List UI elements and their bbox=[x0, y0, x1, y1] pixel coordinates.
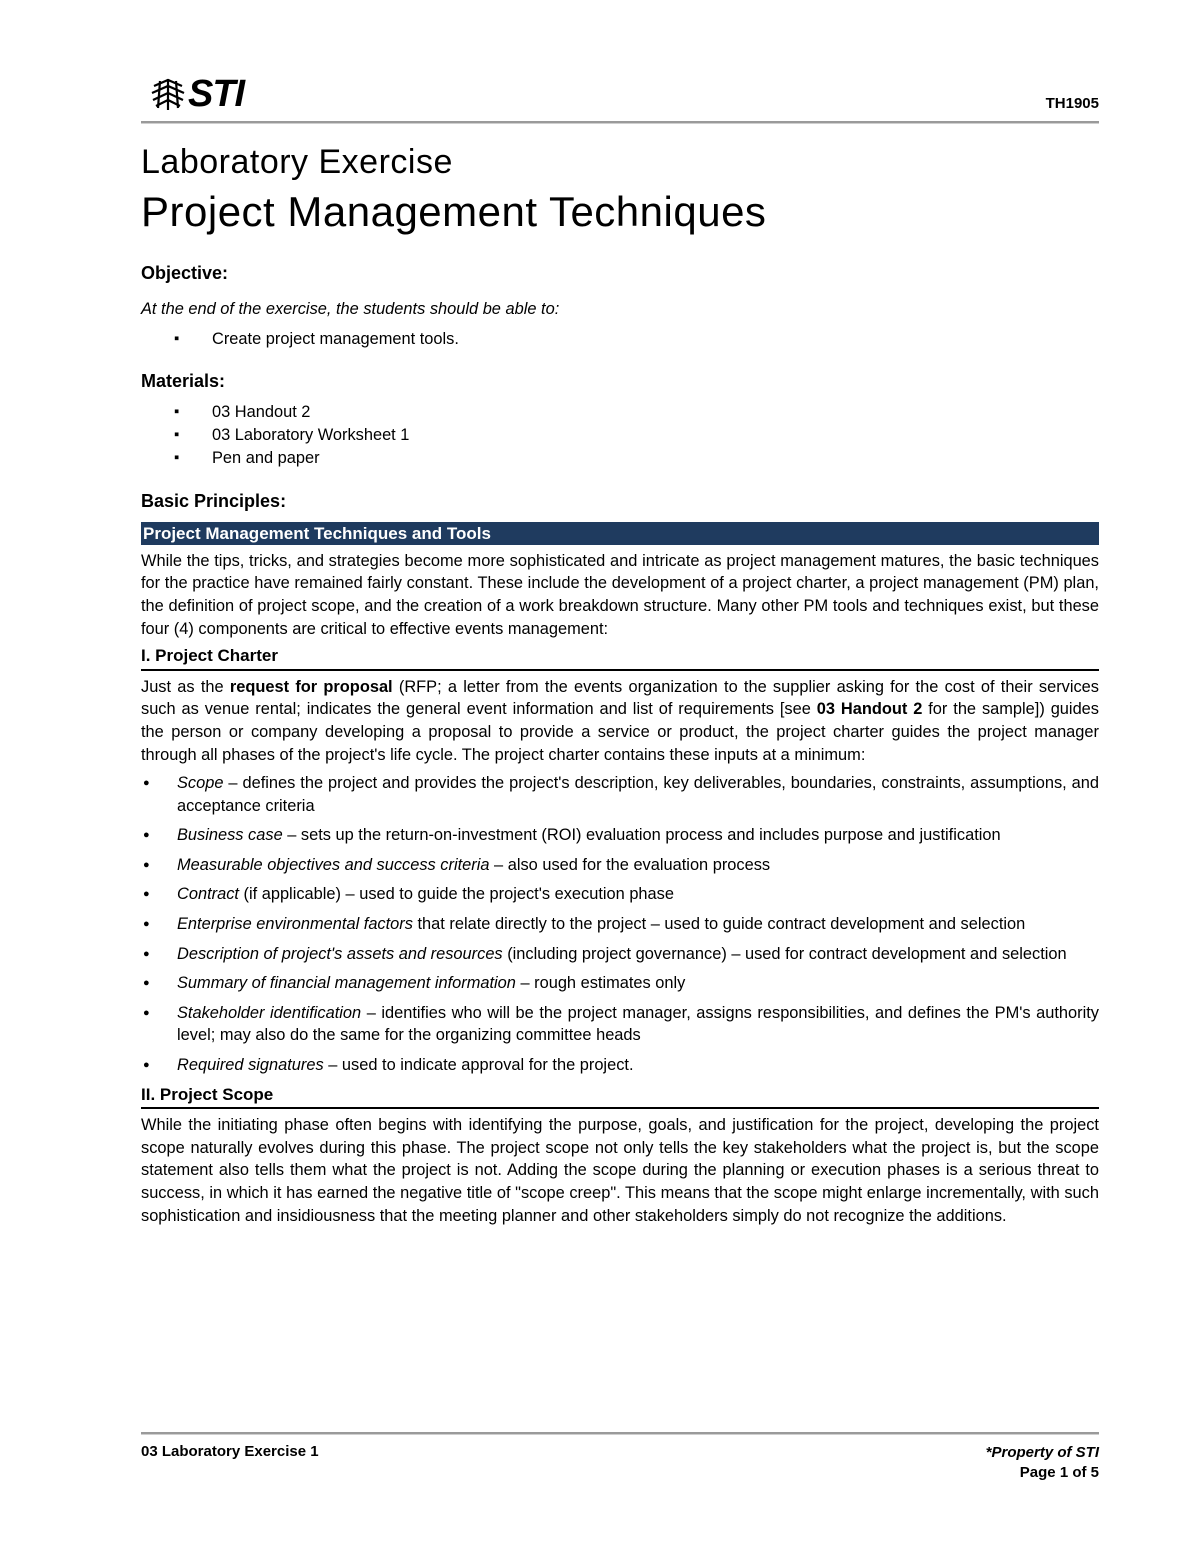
item-term: Stakeholder identification bbox=[177, 1003, 362, 1022]
item-desc: (including project governance) – used for contract development and selection bbox=[502, 944, 1067, 963]
list-item: ▪ 03 Handout 2 bbox=[141, 401, 1099, 424]
document-code: TH1905 bbox=[1045, 95, 1099, 112]
objective-list bbox=[141, 328, 1099, 351]
exercise-type-title: Laboratory Exercise bbox=[141, 143, 453, 181]
objective-heading: Objective: bbox=[141, 263, 229, 283]
item-desc: that relate directly to the project – used to guide contract development and selection bbox=[412, 915, 1026, 934]
main-content bbox=[141, 262, 1099, 1227]
project-charter-heading: I. Project Charter bbox=[141, 645, 1099, 671]
item-term: Scope bbox=[177, 774, 224, 793]
footer-doc-title: 03 Laboratory Exercise 1 bbox=[141, 1443, 319, 1460]
page-title: Project Management Techniques bbox=[141, 188, 767, 235]
list-item bbox=[141, 1054, 1099, 1077]
property-notice: *Property of STI bbox=[985, 1444, 1099, 1461]
item-term: Enterprise environmental factors bbox=[177, 915, 413, 934]
list-item bbox=[141, 824, 1099, 847]
charter-text: (RFP; a letter from the events organization to the supplier asking for the cost of their services such as venue rental; indicates the general event information and list of requirements [see bbox=[141, 677, 1099, 719]
page-number: Page 1 of 5 bbox=[1019, 1464, 1099, 1481]
item-desc: – used to indicate approval for the project. bbox=[323, 1056, 634, 1075]
sti-logo bbox=[150, 74, 244, 114]
item-desc: – also used for the evaluation process bbox=[489, 855, 771, 874]
item-term: Contract bbox=[177, 885, 239, 904]
charter-text: for the sample]) guides the person or company developing a proposal to provide a service or product, the project charter guides the project manager through all phases of the project's life cycle. The project charter contains these inputs at a minimum: bbox=[141, 700, 1099, 764]
item-desc: – defines the project and provides the project's description, key deliverables, boundaries, constraints, assumptions, and acceptance criteria bbox=[177, 774, 1099, 815]
charter-text: Just as the bbox=[141, 677, 230, 696]
item-term: Measurable objectives and success criteria bbox=[177, 855, 490, 874]
item-desc: (if applicable) – used to guide the project's execution phase bbox=[238, 885, 674, 904]
project-scope-heading: II. Project Scope bbox=[141, 1084, 1099, 1110]
globe-icon bbox=[150, 76, 186, 112]
objective-intro: At the end of the exercise, the students should be able to: bbox=[141, 299, 560, 318]
list-item bbox=[141, 772, 1099, 817]
list-item bbox=[141, 1002, 1099, 1047]
item-term: Description of project's assets and resources bbox=[177, 944, 503, 963]
item-desc: – identifies who will be the project manager, assigns responsibilities, and defines the PM's authority level; may also do the same for the organizing committee heads bbox=[177, 1003, 1099, 1045]
logo-wordmark: STI bbox=[188, 72, 245, 115]
materials-list bbox=[141, 401, 1099, 469]
materials-heading: Materials: bbox=[141, 370, 226, 391]
header-divider bbox=[141, 121, 1099, 124]
list-item: ▪ Pen and paper bbox=[141, 447, 1099, 470]
charter-paragraph bbox=[141, 676, 1099, 766]
item-term: Business case bbox=[177, 826, 283, 845]
charter-inputs-list bbox=[141, 772, 1099, 1077]
list-item bbox=[141, 883, 1099, 906]
list-item: ▪ 03 Laboratory Worksheet 1 bbox=[141, 424, 1099, 447]
list-item bbox=[141, 854, 1099, 877]
basic-principles-heading: Basic Principles: bbox=[141, 491, 287, 512]
list-item bbox=[141, 913, 1099, 936]
intro-paragraph: While the tips, tricks, and strategies become more sophisticated and intricate as project management matures, the basic techniques for the practice have remained fairly constant. These include the development of a project charter, a project management (PM) plan, the definition of project scope, and the creation of a work breakdown structure. Many other PM tools and techniques exist, but these four (4) components are critical to effective events management: bbox=[141, 551, 1099, 638]
footer-divider bbox=[141, 1432, 1099, 1435]
section-bar: Project Management Techniques and Tools bbox=[141, 522, 1099, 545]
list-item: ▪ Create project management tools. bbox=[141, 328, 1099, 351]
footer-info bbox=[986, 1443, 1099, 1483]
list-item bbox=[141, 972, 1099, 995]
document-page bbox=[141, 0, 1099, 1553]
scope-paragraph: While the initiating phase often begins with identifying the purpose, goals, and justification for the project, developing the project scope naturally evolves during this phase. The project scope not only tells the key stakeholders what the project is, but the scope statement also tells them what the project is not. Adding the scope during the planning or execution phases is a serious threat to success, in which it has earned the negative title of "scope creep". This means that the scope might enlarge incrementally, with such sophistication and insidiousness that the meeting planner and other stakeholders simply do not recognize the additions. bbox=[141, 1116, 1099, 1225]
charter-bold-term: request for proposal bbox=[229, 677, 393, 696]
item-desc: – rough estimates only bbox=[515, 974, 686, 993]
item-term: Required signatures bbox=[177, 1056, 324, 1075]
list-item bbox=[141, 943, 1099, 966]
item-term: Summary of financial management information bbox=[177, 974, 516, 993]
charter-bold-term: 03 Handout 2 bbox=[816, 700, 923, 719]
item-desc: – sets up the return-on-investment (ROI) evaluation process and includes purpose and justification bbox=[282, 826, 1001, 845]
